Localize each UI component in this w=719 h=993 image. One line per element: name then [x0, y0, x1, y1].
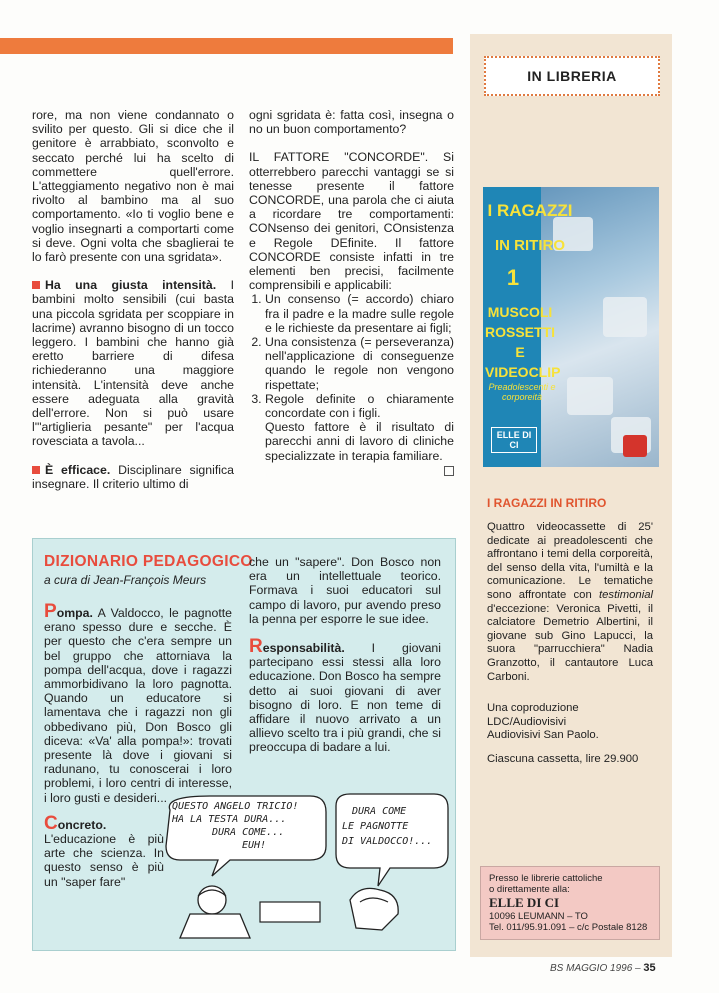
- speech-bubble-2: DURA COME LE PAGNOTTE DI VALDOCCO!...: [342, 806, 433, 847]
- cover-title-mid: IN RITIRO: [495, 237, 565, 254]
- sanpaolo-logo-icon: [623, 435, 647, 457]
- dictionary-title: DIZIONARIO PEDAGOGICO: [44, 553, 253, 570]
- list-item: 3. Regole definite o chiaramente concordate con i figli.: [265, 392, 454, 420]
- publisher-logo: ELLE DI CI: [491, 427, 537, 453]
- article-column-2: ogni sgridata è: fatta così, insegna o no un buon comportamento? IL FATTORE "CONCORDE". Si otterrebbero parecchi vantaggi se si tenesse presente il fattore CONCORDE, una parola che ci aiuta a ricordare tre comportamenti: CONsenso dei genitori, COnsistenza e Regole DEfinite. Il fattore CONCORDE consiste infatti in tre elementi ben precisi, facilmente comprensibili e applicabili: 1. Un consenso (= accordo) chiaro fra il padre e la madre sulle regole e le richieste da presentare ai figli; 2. Una consistenza (= perseveranza) nell'applicazione di conseguenze quando le regole non vengono rispettate; 3. Regole definite o chiaramente concordate con i figli. Questo fattore è il risultato di parecchi anni di lavoro di cliniche specializzate in terapia familiare.: [249, 108, 454, 479]
- puzzle-piece: [603, 297, 647, 337]
- book-cover[interactable]: [483, 187, 659, 467]
- puzzle-piece: [567, 377, 613, 415]
- page-footer: BS MAGGIO 1996 – 35: [550, 962, 656, 974]
- speech-bubble-1: QUESTO ANGELO TRICIO! HA LA TESTA DURA... DURA COME... EUH!: [172, 801, 299, 851]
- bullet-icon: [32, 281, 40, 289]
- dictionary-byline: a cura di Jean-François Meurs: [44, 573, 207, 587]
- end-mark-icon: [444, 466, 454, 476]
- article-column-1: rore, ma non viene condannato o svilito per questo. Gli si dice che il genitore è arrabbiato, sconvolto e seccato perché lui ha scelto di commettere quell'errore. L'atteggiamento negativo non è mai rivolto al bambino ma al suo comportamento. «Io ti voglio bene e voglio insegnarti a comportarti come si deve. Ogni volta che sbaglierai te lo farò presente con una sgridata». Ha una giusta intensità. I bambini molto sensibili (cui basta una piccola sgridata per scoppiare in lacrime) avranno bisogno di un tocco leggero. I bambini che hanno già eretto barriere di difesa richiederanno una maggiore intensità. L'intensità deve anche essere adeguata alla gravità dell'errore. Non si può usare l'"artiglieria pesante" per l'acqua rovesciata a tavola... È efficace. Disciplinare significa insegnare. Il criterio ultimo di: [32, 108, 234, 491]
- order-publisher: ELLE DI CI: [489, 895, 560, 910]
- dictionary-column-1: Pompa. A Valdocco, le pagnotte erano spesso dure e secche. È per questo che c'era sempre un bel gruppo che attorniava la pompa dell'acqua, dove i ragazzi ammorbidivano la loro pagnotta. Quando un educatore si lamentava che i ragazzi non gli obbedivano più, Don Bosco gli diceva: «Va' alla pompa!»: trovati presente là dove i giovani si radunano, tu conoscerai i loro problemi, i loro centri di interesse, i loro gusti e desideri... Concreto. L'educazione è più arte che scienza. In questo senso è più un "saper fare": [44, 601, 232, 889]
- order-box: Presso le librerie cattoliche o direttamente alla: ELLE DI CI 10096 LEUMANN – TO Tel. 011/95.91.091 – c/c Postale 8128: [480, 866, 660, 940]
- cover-number: 1: [506, 265, 520, 290]
- cover-title-top: I RAGAZZI: [487, 201, 573, 220]
- cartoon-illustration: [150, 790, 450, 940]
- coproduction: Una coproduzione LDC/Audiovisivi Audiovisivi San Paolo.: [487, 702, 599, 742]
- page-number: 35: [643, 962, 656, 974]
- sidebar-header: IN LIBRERIA: [484, 56, 660, 96]
- cover-caption: Preadolescenti e corporeità: [488, 382, 556, 402]
- list-item: 1. Un consenso (= accordo) chiaro fra il padre e la madre sulle regole e le richieste da presentare ai figli;: [265, 292, 454, 335]
- dictionary-column-2: che un "sapere". Don Bosco non era un intellettuale teorico. Formava i suoi educatori sul campo di lavoro, pur avendo preso la penna per esporre le sue idee. Responsabilità. I giovani partecipano essi stessi alla loro educazione. Don Bosco ha sempre detto ai suoi giovani di aver bisogno di loro. E non teme di affidare il nuovo arrivato a un allievo scelto tra i più grandi, che si preoccupa di badare a lui.: [249, 555, 441, 755]
- book-description: Quattro videocassette di 25' dedicate ai preadolescenti che affrontano i temi della corporeità, del senso della vita, l'umiltà e la comunicazione. Le tematiche sono affrontate con testimonial d'eccezione: Veronica Pivetti, il calciatore Demetrio Albertini, il giovane sub Gino Lapucci, la suora "parrucchiera" Nadia Granzotto, il cantautore Luca Carboni.: [487, 521, 653, 683]
- bullet-icon: [32, 466, 40, 474]
- book-title: I RAGAZZI IN RITIRO: [487, 496, 607, 510]
- cover-subtitle: MUSCOLI ROSSETTI E VIDEOCLIP: [485, 304, 561, 380]
- list-item: 2. Una consistenza (= perseveranza) nell'applicazione di conseguenze quando le regole non vengono rispettate;: [265, 335, 454, 392]
- header-bar: [0, 38, 453, 54]
- price: Ciascuna cassetta, lire 29.900: [487, 753, 639, 765]
